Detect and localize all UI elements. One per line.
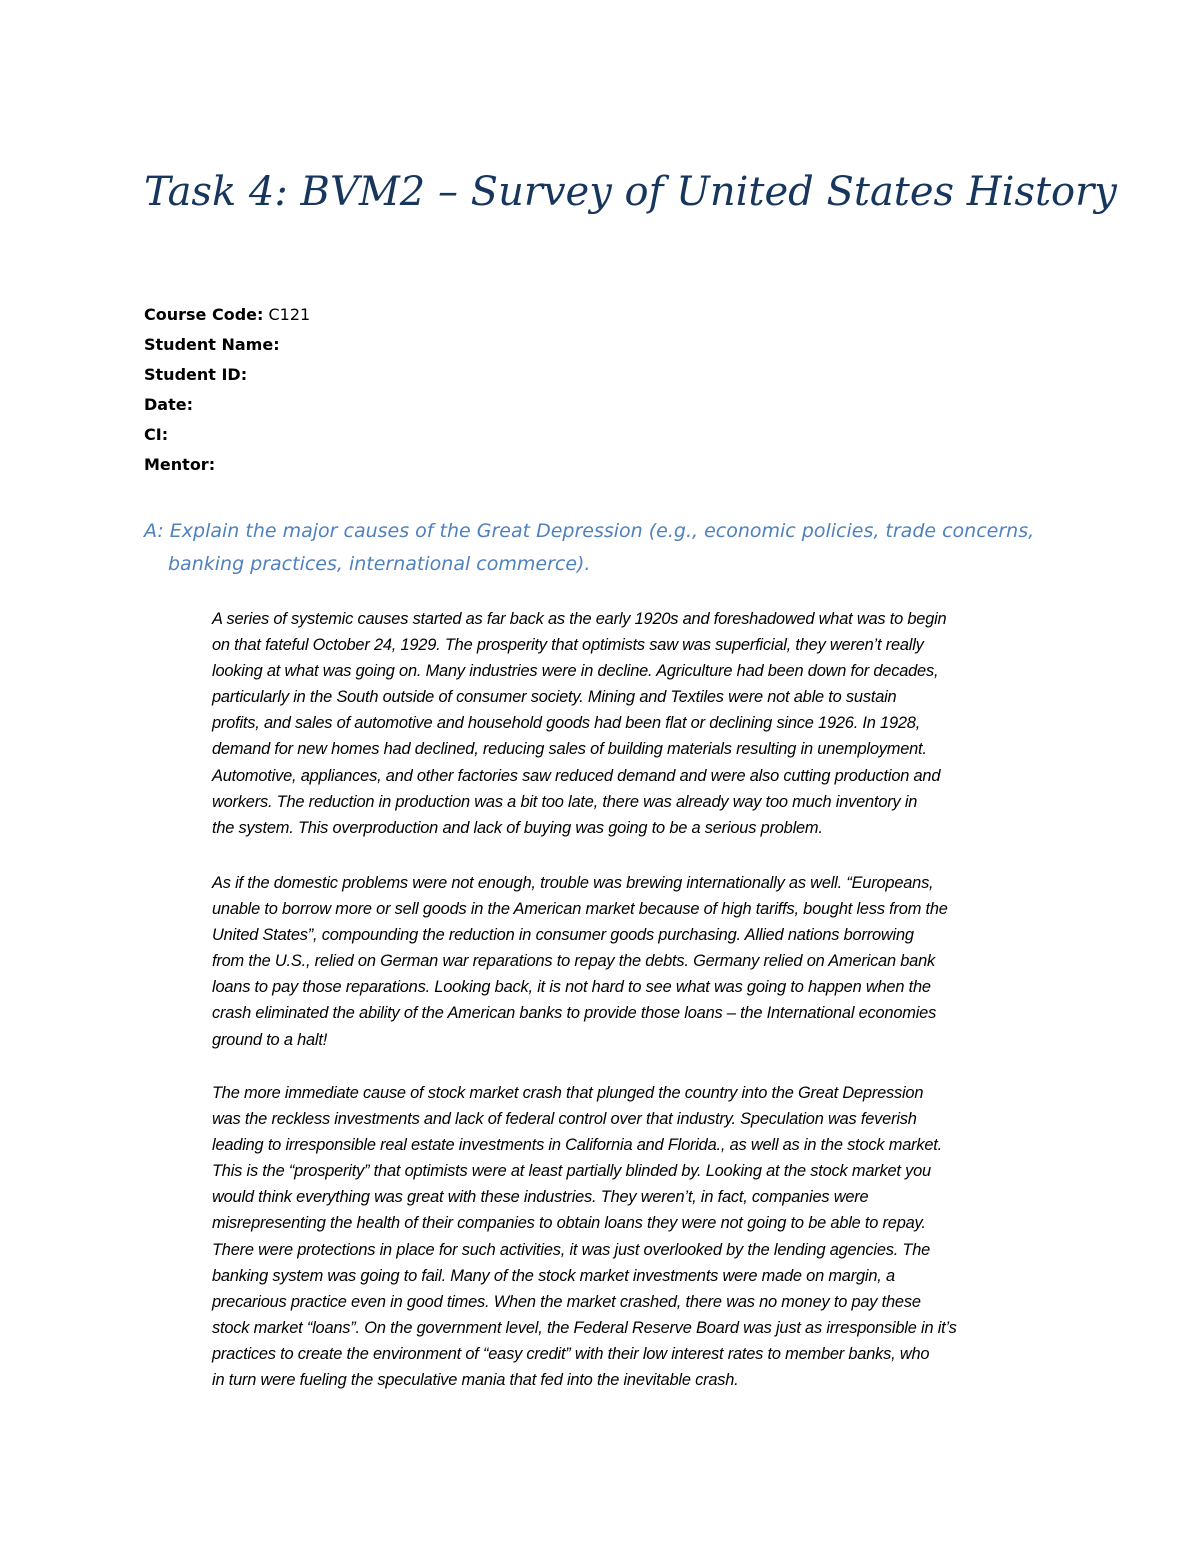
- mentor-row: [144, 450, 310, 480]
- paragraph-line: The more immediate cause of stock market crash that plunged the country into the Great Depression: [212, 1084, 924, 1102]
- paragraph-line: As if the domestic problems were not enough, trouble was brewing internationally as well. “Europeans,: [212, 874, 934, 892]
- paragraph-line: looking at what was going on. Many industries were in decline. Agriculture had been down for decades,: [212, 662, 939, 681]
- section-a-heading-line-2: banking practices, international commerce).: [168, 553, 591, 575]
- date-label: Date:: [144, 395, 193, 414]
- paragraph-line: demand for new homes had declined, reducing sales of building materials resulting in unemployment.: [212, 740, 927, 759]
- paragraph-causes-domestic: [212, 606, 1072, 841]
- ci-label: CI:: [144, 425, 169, 444]
- paragraph-line: would think everything was great with these industries. They weren’t, in fact, companies were: [212, 1188, 869, 1207]
- paragraph-line: ground to a halt!: [212, 1030, 328, 1049]
- paragraph-line: workers. The reduction in production was a bit too late, there was already way too much inventory in: [212, 792, 918, 811]
- paragraph-causes-stock-market: [212, 1080, 1072, 1393]
- student-name-row: [144, 330, 310, 360]
- paragraph-line: stock market “loans”. On the government level, the Federal Reserve Board was just as irresponsible in it’s: [212, 1318, 957, 1337]
- paragraph-line: unable to borrow more or sell goods in the American market because of high tariffs, bought less from the: [212, 900, 948, 919]
- paragraph-causes-international: [212, 870, 1072, 1053]
- course-code-value: C121: [263, 305, 311, 324]
- paragraph-line: leading to irresponsible real estate investments in California and Florida., as well as in the stock market.: [212, 1136, 943, 1155]
- course-code-label: Course Code:: [144, 305, 264, 324]
- student-name-label: Student Name:: [144, 335, 280, 354]
- paragraph-line: from the U.S., relied on German war reparations to repay the debts. Germany relied on American bank: [212, 952, 935, 971]
- section-a-heading-line-1: A: Explain the major causes of the Great Depression (e.g., economic policies, trade concerns,: [144, 520, 1035, 542]
- paragraph-line: banking system was going to fail. Many of the stock market investments were made on margin, a: [212, 1266, 895, 1285]
- course-code-row: [144, 300, 310, 330]
- date-row: [144, 390, 310, 420]
- paragraph-line: This is the “prosperity” that optimists were at least partially blinded by. Looking at the stock market you: [212, 1162, 931, 1181]
- paragraph-line: on that fateful October 24, 1929. The prosperity that optimists saw was superficial, they weren’t really: [212, 636, 924, 655]
- paragraph-line: loans to pay those reparations. Looking back, it is not hard to see what was going to happen when the: [212, 978, 931, 997]
- mentor-label: Mentor:: [144, 455, 216, 474]
- student-id-row: [144, 360, 310, 390]
- page-title: Task 4: BVM2 – Survey of United States History: [144, 169, 1117, 215]
- section-a-heading: [144, 515, 1068, 581]
- paragraph-line: precarious practice even in good times. When the market crashed, there was no money to pay these: [212, 1292, 921, 1311]
- paragraph-line: in turn were fueling the speculative mania that fed into the inevitable crash.: [212, 1371, 739, 1390]
- paragraph-line: particularly in the South outside of consumer society. Mining and Textiles were not able to sustain: [212, 688, 897, 707]
- student-id-label: Student ID:: [144, 365, 248, 384]
- paragraph-line: profits, and sales of automotive and household goods had been flat or declining since 1926. In 1928,: [212, 714, 921, 733]
- paragraph-line: There were protections in place for such activities, it was just overlooked by the lending agencies. The: [212, 1240, 931, 1259]
- paragraph-line: crash eliminated the ability of the American banks to provide those loans – the International economies: [212, 1004, 937, 1023]
- paragraph-line: Automotive, appliances, and other factories saw reduced demand and were also cutting production and: [212, 766, 941, 785]
- paragraph-line: was the reckless investments and lack of federal control over that industry. Speculation was feverish: [212, 1110, 917, 1129]
- paragraph-line: United States”, compounding the reduction in consumer goods purchasing. Allied nations borrowing: [212, 926, 914, 945]
- ci-row: [144, 420, 310, 450]
- paragraph-line: misrepresenting the health of their companies to obtain loans they were not going to be able to repay.: [212, 1214, 926, 1233]
- paragraph-line: the system. This overproduction and lack of buying was going to be a serious problem.: [212, 818, 823, 837]
- paragraph-line: practices to create the environment of “easy credit” with their low interest rates to member banks, who: [212, 1344, 930, 1363]
- paragraph-line: A series of systemic causes started as far back as the early 1920s and foreshadowed what was to begin: [212, 610, 947, 628]
- student-info-block: [144, 300, 310, 480]
